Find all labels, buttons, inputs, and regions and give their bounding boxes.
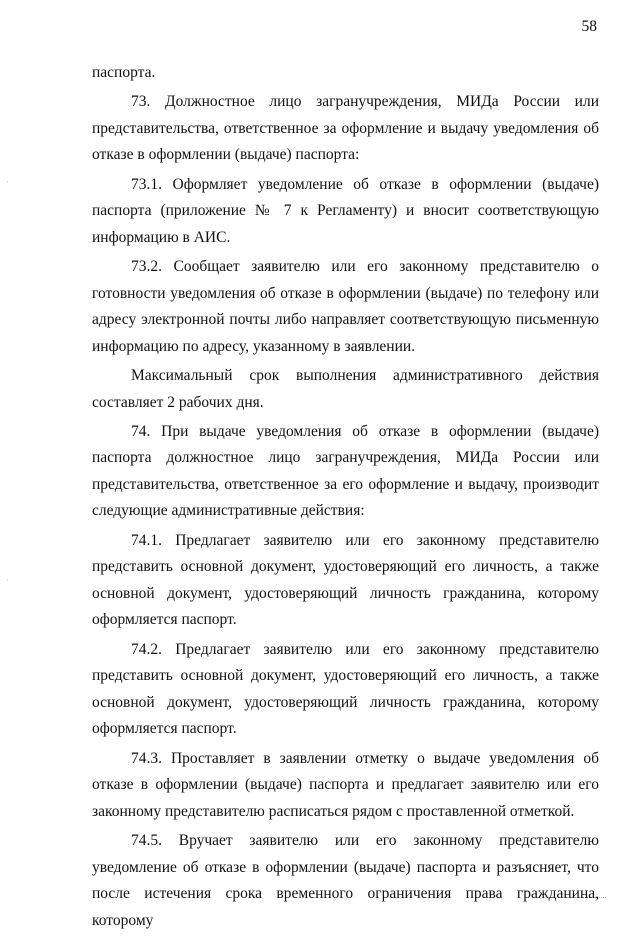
paragraph: 73.2. Сообщает заявителю или его законному представителю о готовности уведомления об отказе в оформлении (выдаче) по телефону или адресу электронной почты либо направляет соответствующую письменную информацию по адресу, указанному в заявлении. (92, 257, 599, 355)
paragraph: 74.2. Предлагает заявителю или его законному представителю представить основной документ, удостоверяющий его личность, а также основной документ, удостоверяющий личность гражданина, которому оформляется паспорт. (92, 640, 599, 738)
paragraph: 74. При выдаче уведомления об отказе в оформлении (выдаче) паспорта должностное лицо загранучреждения, МИДа России или представительства, ответственное за его оформление и выдачу, производит следующие административные действия: (92, 422, 599, 520)
paragraph: 74.1. Предлагает заявителю или его законному представителю представить основной документ, удостоверяющий его личность, а также основной документ, удостоверяющий личность гражданина, которому оформляется паспорт. (92, 531, 599, 629)
scan-mark: · (6, 576, 9, 586)
paragraph: Максимальный срок выполнения административного действия составляет 2 рабочих дня. (92, 366, 599, 411)
paragraph: 74.5. Вручает заявителю или его законному представителю уведомление об отказе в оформлении (выдаче) паспорта и разъясняет, что после истечения срока временного ограничения права гражданина, которому (92, 831, 599, 929)
page-number: 58 (581, 18, 597, 35)
paragraph: паспорта. (92, 64, 156, 81)
paragraph: 73.1. Оформляет уведомление об отказе в оформлении (выдаче) паспорта (приложение № 7 к Регламенту) и вносит соответствующую информацию в АИС. (92, 175, 599, 246)
document-body (92, 60, 599, 937)
scan-mark: · (6, 178, 9, 188)
paragraph: 73. Должностное лицо загранучреждения, МИДа России или представительства, ответственное за оформление и выдачу уведомления об отказе в оформлении (выдаче) паспорта: (92, 93, 599, 164)
paragraph: 74.3. Проставляет в заявлении отметку о выдаче уведомления об отказе в оформлении (выдаче) паспорта и предлагает заявителю или его законному представителю расписаться рядом с проставленной отметкой. (92, 749, 599, 820)
